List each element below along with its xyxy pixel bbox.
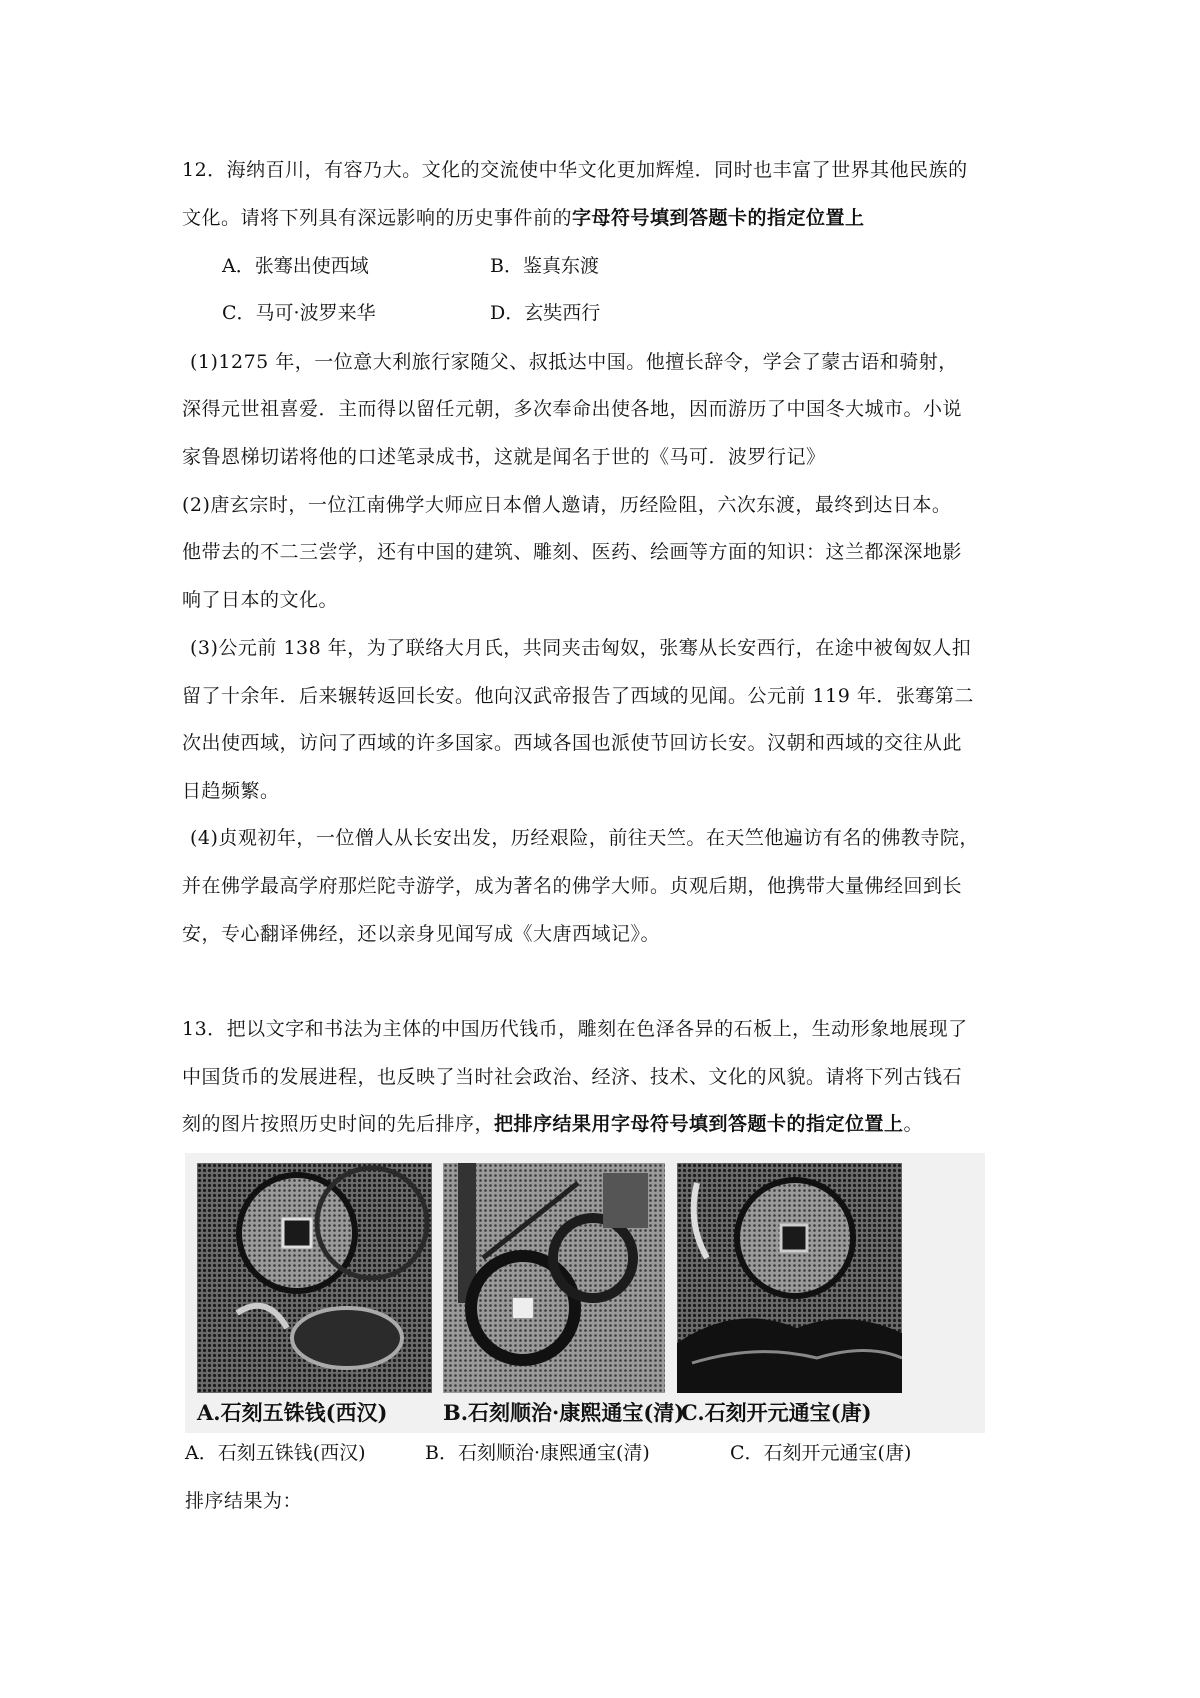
- q12-p3-line-4: 日趋频繁。: [182, 780, 280, 802]
- q12-p1-line-2: 深得元世祖喜爱．主而得以留任元朝，多次奉命出使各地，因而游历了中国冬大城市。小说: [182, 398, 963, 420]
- q12-p4-line-2: 并在佛学最高学府那烂陀寺游学，成为著名的佛学大师。贞观后期，他携带大量佛经回到长: [182, 875, 963, 897]
- coin-b-image: [443, 1163, 665, 1393]
- q13-line-3: [182, 1112, 923, 1136]
- q13-line-1: 13．把以文字和书法为主体的中国历代钱币，雕刻在色泽各异的石板上，生动形象地展现了: [182, 1018, 968, 1040]
- q12-p3-line-1: (3)公元前 138 年，为了联络大月氏，共同夹击匈奴，张骞从长安西行，在途中被匈奴人扣: [190, 637, 972, 659]
- q12-line-2: [182, 206, 865, 230]
- q12-option-b: B．鉴真东渡: [490, 255, 599, 277]
- q12-p2-line-3: 响了日本的文化。: [182, 589, 339, 611]
- coin-b-caption: B.石刻顺治·康熙通宝(清): [443, 1400, 685, 1425]
- coin-a-caption: A.石刻五铢钱(西汉): [197, 1400, 388, 1425]
- q12-option-a: A．张骞出使西域: [222, 255, 369, 277]
- q13-line-3-end: 。: [903, 1113, 924, 1135]
- q12-p1-line-3: 家鲁恩梯切诺将他的口述笔录成书，这就是闻名于世的《马可．波罗行记》: [182, 446, 826, 468]
- q12-p1-line-1: (1)1275 年，一位意大利旅行家随父、叔抵达中国。他擅长辞令，学会了蒙古语和骑射，: [190, 351, 958, 373]
- q12-instruction-bold: 字母符号填到答题卡的指定位置上: [572, 207, 865, 229]
- q12-option-d: D．玄奘西行: [490, 302, 601, 324]
- q13-answer-label: 排序结果为：: [185, 1490, 303, 1512]
- q13-line-2: 中国货币的发展进程，也反映了当时社会政治、经济、技术、文化的风貌。请将下列古钱石: [182, 1066, 963, 1088]
- q12-p3-line-2: 留了十余年．后来辗转返回长安。他向汉武帝报告了西域的见闻。公元前 119 年．张骞第二: [182, 685, 974, 707]
- q13-option-a: A．石刻五铢钱(西汉): [185, 1442, 366, 1464]
- q13-option-c: C．石刻开元通宝(唐): [730, 1442, 912, 1464]
- q12-p4-line-3: 安，专心翻译佛经，还以亲身见闻写成《大唐西域记》。: [182, 923, 661, 945]
- q12-p4-line-1: (4)贞观初年，一位僧人从长安出发，历经艰险，前往天竺。在天竺他遍访有名的佛教寺院，: [190, 827, 979, 849]
- q12-p2-line-1: (2)唐玄宗时，一位江南佛学大师应日本僧人邀请，历经险阻，六次东渡，最终到达日本。: [182, 494, 952, 516]
- coin-a-image: [197, 1163, 432, 1393]
- q12-p3-line-3: 次出使西域，访问了西域的许多国家。西域各国也派使节回访长安。汉朝和西域的交往从此: [182, 732, 963, 754]
- q13-line-3-text: 刻的图片按照历史时间的先后排序，: [182, 1113, 495, 1135]
- q12-option-c: C．马可·波罗来华: [222, 302, 376, 324]
- q13-option-b: B．石刻顺治·康熙通宝(清): [425, 1442, 650, 1464]
- q12-p2-line-2: 他带去的不二三尝学，还有中国的建筑、雕刻、医药、绘画等方面的知识：这兰都深深地影: [182, 541, 963, 563]
- coin-c-image: [677, 1163, 902, 1393]
- q12-line-1: 12．海纳百川，有容乃大。文化的交流使中华文化更加辉煌．同时也丰富了世界其他民族的: [182, 159, 968, 181]
- q12-line-2-text: 文化。请将下列具有深远影响的历史事件前的: [182, 207, 573, 229]
- coin-carvings-image: [185, 1153, 985, 1433]
- coin-c-caption: C.石刻开元通宝(唐): [681, 1400, 872, 1425]
- q13-instruction-bold: 把排序结果用字母符号填到答题卡的指定位置上: [494, 1113, 904, 1135]
